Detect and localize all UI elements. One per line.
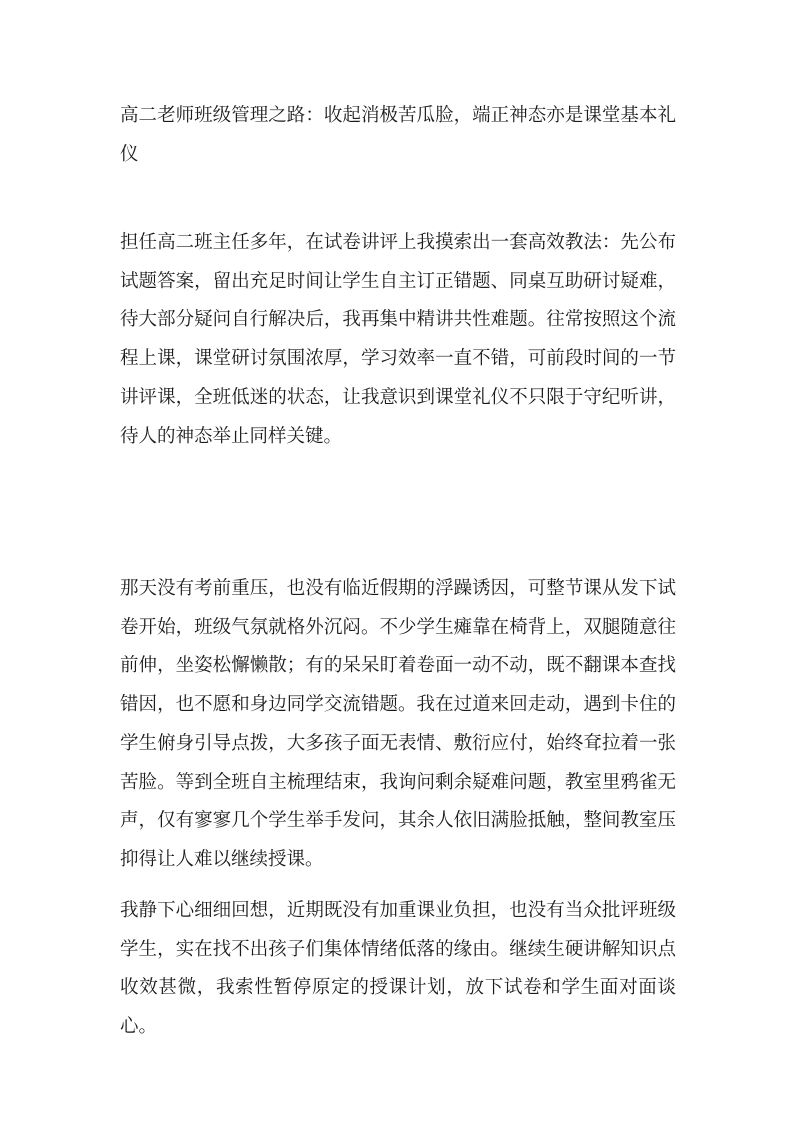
paragraph-1: 担任高二班主任多年，在试卷讲评上我摸索出一套高效教法：先公布试题答案，留出充足时间让学生自主订正错题、同桌互助研讨疑难，待大部分疑问自行解决后，我再集中精讲共性难题。往常按照这个流程上课，课堂研讨氛围浓厚，学习效率一直不错，可前段时间的一节讲评课，全班低迷的状态，让我意识到课堂礼仪不只限于守纪听讲，待人的神态举止同样关键。 [120,232,676,447]
document-title: 高二老师班级管理之路：收起消极苦瓜脸，端正神态亦是课堂基本礼仪 [120,105,676,165]
paragraph-3: 我静下心细细回想，近期既没有加重课业负担，也没有当众批评班级学生，实在找不出孩子们集体情绪低落的缘由。继续生硬讲解知识点收效甚微，我索性暂停原定的授课计划，放下试卷和学生面对面谈心。 [120,900,676,1038]
paragraph-2: 那天没有考前重压，也没有临近假期的浮躁诱因，可整节课从发下试卷开始，班级气氛就格外沉闷。不少学生瘫靠在椅背上，双腿随意往前伸，坐姿松懈懒散；有的呆呆盯着卷面一动不动，既不翻课本查找错因，也不愿和身边同学交流错题。我在过道来回走动，遇到卡住的学生俯身引导点拨，大多孩子面无表情、敷衍应付，始终耷拉着一张苦脸。等到全班自主梳理结束，我询问剩余疑难问题，教室里鸦雀无声，仅有寥寥几个学生举手发问，其余人依旧满脸抵触，整间教室压抑得让人难以继续授课。 [120,578,676,870]
